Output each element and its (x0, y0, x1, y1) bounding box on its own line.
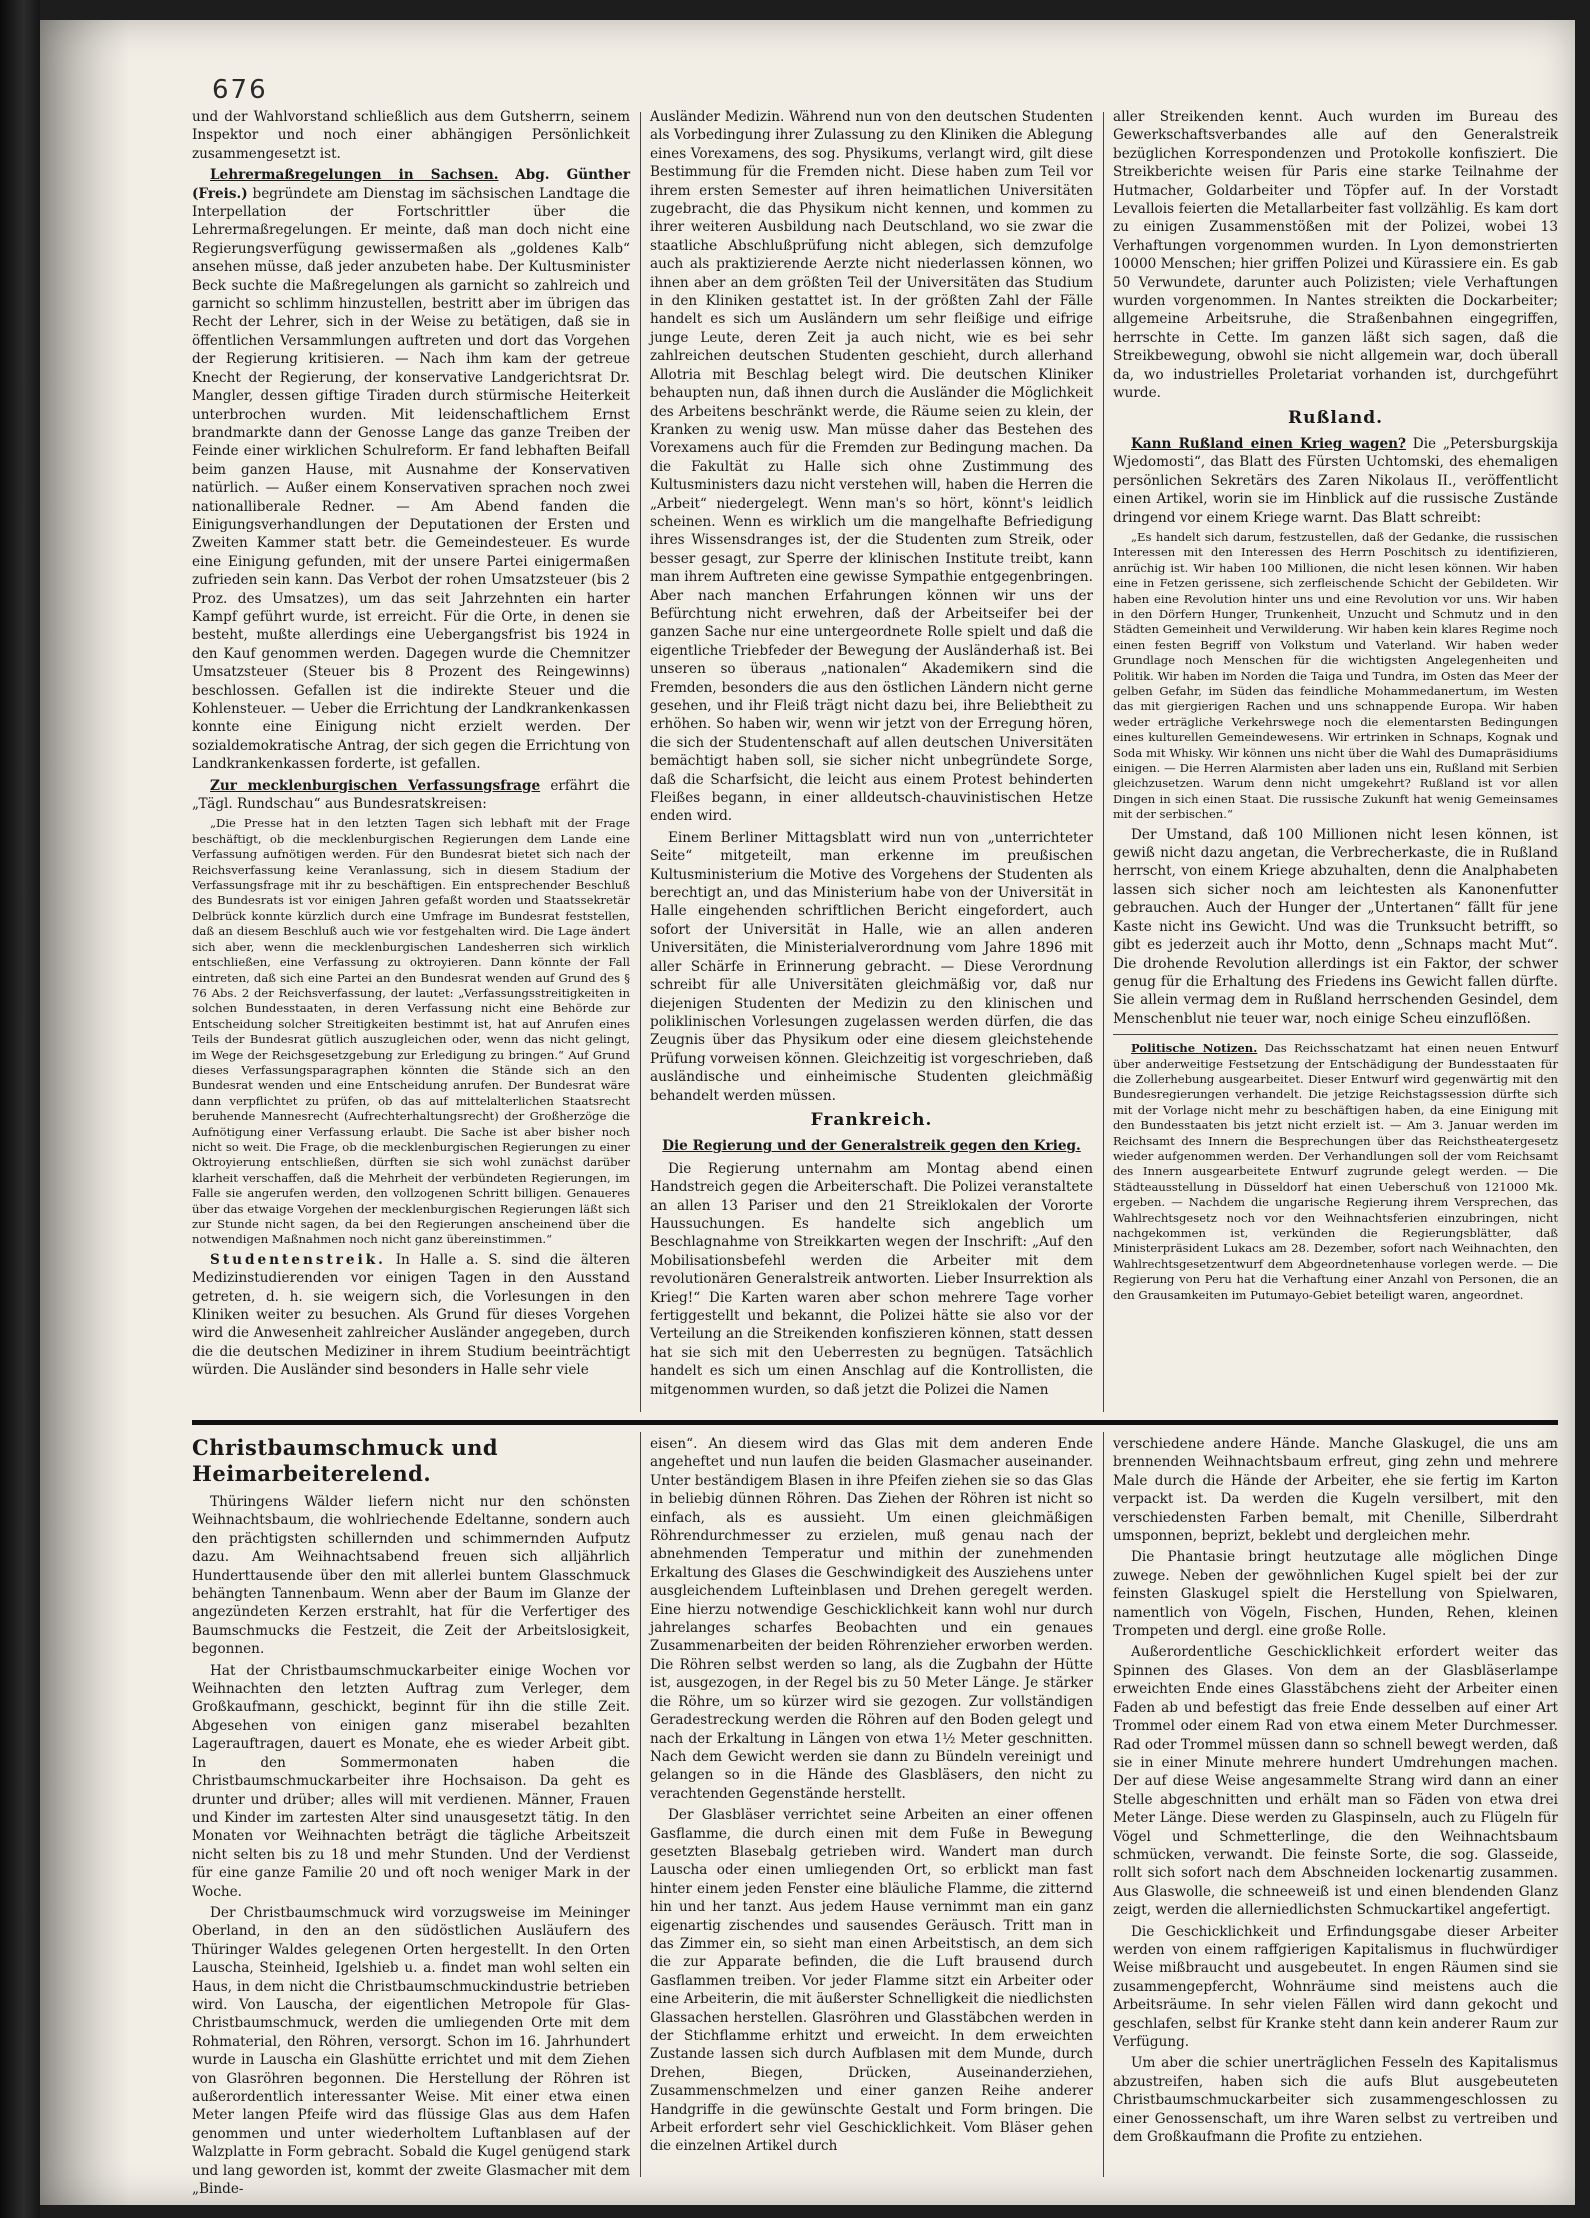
book-binding (0, 0, 40, 2218)
col1-paragraph-2 (192, 166, 630, 773)
newspaper-page (40, 20, 1575, 2205)
feature-column-1 (192, 1435, 630, 2198)
feature-title: Christbaumschmuck und Heimarbeiterelend. (192, 1435, 499, 1486)
column-1 (192, 108, 630, 1413)
col3-heading-notizen: Politische Notizen. (1131, 1041, 1258, 1056)
column-2 (650, 108, 1093, 1413)
feature-divider (192, 1420, 1558, 1425)
col3-paragraph-2 (1113, 435, 1558, 527)
col3-paragraph-2-text: Die „Petersburgskija Wjedomosti“, das Blatt des Fürsten Uchtomski, des ehemaligen persönlichen Sekretärs des Zaren Nikolaus II., veröffentlicht einen Artikel, worin sie im Hinblick auf die russische Zustände dringend vor einem Kriege warnt. Das Blatt schreibt: (1113, 435, 1558, 526)
col1-paragraph-3 (192, 777, 630, 814)
feature-column-2 (650, 1435, 1093, 2180)
col1-quote: „Die Presse hat in den letzten Tagen sich lebhaft mit der Frage beschäftigt, ob die mecklenburgischen Regierungen dem Lande eine Verfassung aufnötigen werden. Für den Bundesrat bietet sich nach der Reichsverfassung keine Veranlassung, sich in diesem Stadium der Verfassungsfrage mit ihr zu beschäftigen. Ein entsprechender Beschluß des Bundesrats ist vor einigen Jahren gefaßt worden und Staatssekretär Delbrück konnte kürzlich durch eine Umfrage im Bundesrat feststellen, daß an diesem Beschluß auch wie vor festgehalten wird. Die Lage ändert sich aber, wenn die mecklenburgischen Landesherren sich wirklich entschließen, eine Verfassung zu oktroyieren. Dann könnte der Fall eintreten, daß sich eine Partei an den Bundesrat wenden auf Grund des § 76 Abs. 2 der Reichsverfassung, der lautet: „Verfassungsstreitigkeiten in solchen Bundesstaaten, in deren Verfassung nicht eine Behörde zur Entscheidung solcher Streitigkeiten bestimmt ist, hat auf Anrufen eines Teils der Bundesrat gütlich auszugleichen oder, wenn das nicht gelingt, im Wege der Reichsgesetzgebung zur Erledigung zu bringen.“ Auf Grund dieses Verfassungsparagraphen könnten die Stände sich an den Bundesrat wenden und eine Entscheidung anrufen. Der Bundesrat wäre dann verpflichtet zu prüfen, ob das auf mittelalterlichen Staatsrecht beruhende Mannesrecht (Aufrechterhaltungsrecht) der Großherzöge die Aufnötigung einer Verfassung erlaubt. Die Sache ist aber bisher noch nicht so weit. Die Frage, ob die mecklenburgischen Regierungen zu einer Oktroyierung entschließen, dürften sie sich wohl zunächst darüber klarheit verschaffen, daß die Mehrheit der verbündeten Regierungen, im Falle sie angerufen werden, den vollzogenen Schritt billigen. Genaueres über das etwaige Vorgehen der mecklenburgischen Regierungen läßt sich zur Stunde nicht sagen, da bei den Regierungen anscheinend über die notwendigen Maßnahmen noch nicht ganz übereinstimmen.“ (192, 816, 630, 1247)
col3-paragraph-3: Der Umstand, daß 100 Millionen nicht lesen können, ist gewiß nicht dazu angetan, die Verbrecherkaste, die in Rußland herrscht, von einem Kriege abzuhalten, denn die Analphabeten lassen sich sicher noch am leichtesten als Kanonenfutter gebrauchen. Auch der Hunger der „Untertanen“ fällt für jene Kaste nicht ins Gewicht. Und was die Trunksucht betrifft, so gibt es jederzeit auch ihr Motto, denn „Schnaps macht Mut“. Die drohende Revolution allerdings ist ein Faktor, der schwer genug für die Erhaltung des Friedens ins Gewicht fallen dürfte. Sie allein vermag dem in Rußland herrschenden Gesindel, dem Menschenblut nie teuer war, noch einige Scheu einzuflößen. (1113, 826, 1558, 1027)
col2-paragraph-2: Einem Berliner Mittagsblatt wird nun von „unterrichteter Seite“ mitgeteilt, man erkenne im preußischen Kultusministerium die Motive des Vorgehens der Studenten als berechtigt an, und das Ministerium habe von der Universität in Halle eingehenden schriftlichen Bericht eingefordert, auch sofort der Universität in Halle, wie an allen anderen Universitäten, die Ministerialverordnung vom Jahre 1896 mit aller Schärfe in Erinnerung gebracht. — Diese Verordnung schreibt für alle Universitäten gleichmäßig vor, daß nur diejenigen Studenten der Medizin zu den klinischen und poliklinischen Vorlesungen zugelassen werden dürfen, die das Zeugnis über das Physikum oder eine diesem gleichstehende Prüfung vorweisen können. Gleichzeitig ist vorgeschrieben, daß ausländische und einheimische Studenten gleichmäßig behandelt werden müssen. (650, 829, 1093, 1104)
feature-col1-paragraph-2: Hat der Christbaumschmuckarbeiter einige Wochen vor Weihnachten den letzten Auftrag zum Verleger, dem Großkaufmann, geschickt, beginnt für ihn die stille Zeit. Abgesehen von einigen ganz miserabel bezahlten Lagerauftragen, dauert es Monate, ehe es wieder Arbeit gibt. In den Sommermonaten haben die Christbaumschmuckarbeiter ihre Hochsaison. Da geht es drunter und drüber; alles will mit verdienen. Männer, Frauen und Kinder im zartesten Alter sind unausgesetzt tätig. In den Monaten vor Weihnachten beträgt die tägliche Arbeitszeit nicht selten bis zu 18 und mehr Stunden. Und der Verdienst für eine ganze Familie 20 und oft noch weniger Mark in der Woche. (192, 1662, 630, 1900)
feature-col3-paragraph-2: Die Phantasie bringt heutzutage alle möglichen Dinge zuwege. Neben der gewöhnlichen Kugel spielt bei der zur feinsten Glaskugel spielt die Herstellung von Spielwaren, namentlich von Vögeln, Fischen, Hunden, Rehen, kleinen Trompeten und dergl. eine große Rolle. (1113, 1549, 1558, 1640)
column-rule-1 (640, 112, 641, 1412)
feature-col1-paragraph-1: Thüringens Wälder liefern nicht nur den schönsten Weihnachtsbaum, die wohlriechende Edeltanne, sondern auch den prächtigsten schillernden und schimmernden Aufputz dazu. Am Weihnachtsabend freuen sich alljährlich Hunderttausende über den mit allerlei buntem Glasschmuck behängten Tannenbaum. Wenn aber der Baum im Glanze der angezündeten Kerzen erstrahlt, hat für die Verfertiger des Baumschmucks die Festzeit, die Zeit der Arbeitslosigkeit, begonnen. (192, 1494, 630, 1658)
col1-paragraph-4-text: In Halle a. S. sind die älteren Medizinstudierenden vor einigen Tagen in den Ausstand getreten, d. h. sie weigern sich, die Vorlesungen in den Kliniken weiter zu besuchen. Als Grund für dieses Vorgehen wird die Anwesenheit zahlreicher Ausländer angegeben, durch die die deutschen Mediziner in ihrem Studium beeinträchtigt würden. Die Ausländer sind besonders in Halle sehr viele (192, 1251, 630, 1379)
col1-heading-lehrer: Lehrermaßregelungen in Sachsen. (210, 167, 499, 184)
feature-col3-paragraph-4: Die Geschicklichkeit und Erfindungsgabe dieser Arbeiter werden von einem raffgierigen Kapitalismus in fluchwürdiger Weise mißbraucht und ausgebeutet. In engen Räumen sind sie zusammengepfercht, Wohnräume sind meistens auch die Arbeitsräume. In sehr vielen Fällen wird dann gekocht und geschlafen, selbst für Kranke steht dann kein anderer Raum zur Verfügung. (1113, 1923, 1558, 2050)
section-heading-frankreich: Frankreich. (810, 1109, 933, 1130)
feature-rule-1 (640, 1432, 641, 2177)
col2-paragraph-1: Ausländer Medizin. Während nun von den deutschen Studenten als Vorbedingung ihrer Zulassung zu den Kliniken die Ablegung eines Vorexamens, des sog. Physikums, verlangt wird, gilt diese Bestimmung für die Fremden nicht. Diese haben zum Teil vor ihrem ersten Semester auf ihren heimatlichen Universitäten zugebracht, die das Physikum nicht kennen, und kommen zu ihrer weiteren Ausbildung nach Deutschland, wo sie zwar die staatliche Abschlußprüfung nicht ablegen, sich demzufolge auch als praktizierende Aerzte nicht niederlassen können, wo ihnen aber an dem größten Teil der Universitäten das Studium in den Kliniken gestattet ist. In der größten Zahl der Fälle handelt es sich um Ausländern um sehr fleißige und eifrige junge Leute, deren Zeit ja auch nicht, wie es bei sehr zahlreichen deutschen Studenten geschieht, durch allerhand Allotria mit Beschlag belegt wird. Die deutschen Kliniker behaupten nun, daß ihnen durch die Ausländer die Möglichkeit des Arbeitens beschränkt werde, die Räume seien zu klein, der Kranken zu wenig usw. Man müsse daher das Bestehen des Vorexamens auch für die Fremden zur Bedingung machen. Da die Fakultät zu Halle sich ohne Zustimmung des Kultusministers dazu nicht verstehen will, haben die Herren die „Arbeit“ niedergelegt. Wenn man's so hört, könnt's leidlich scheinen. Wenn es wirklich um die mangelhafte Befriedigung ihres Wissensdranges ist, der die Studenten zum Streik, oder besser gesagt, zur Sperre der klinischen Institute treibt, kann man ihrem Auftreten eine gewisse Sympathie entgegenbringen. Aber nach manchen Erfahrungen können wir uns der Befürchtung nicht erwehren, daß der Arbeitseifer bei der ganzen Sache nur eine untergeordnete Rolle spielt und daß die eigentliche Triebfeder der Bewegung der Ausländerhaß ist. Bei unseren so überaus „nationalen“ Akademikern sind die Fremden, besonders die aus den östlichen Ländern nicht gerne gesehen, und ihr Fleiß trägt nicht dazu bei, ihre Beliebtheit zu erhöhen. So haben wir, wenn wir jetzt von der Erregung hören, die sich der Studentenschaft auf allen deutschen Universitäten bemächtigt haben soll, sie sicher nicht unbegründete Sorge, daß die Scharfsicht, die leicht aus einem Protest behinderten Fleißes begann, in einer alldeutsch-chauvinistischen Hetze enden wird. (650, 109, 1093, 825)
col1-heading-studentenstreik: Studentenstreik. (210, 1251, 386, 1268)
page-number: 676 (212, 75, 268, 105)
feature-col2-paragraph-1: eisen“. An diesem wird das Glas mit dem anderen Ende angeheftet und nun laufen die beiden Glasmacher auseinander. Unter beständigem Blasen in ihre Pfeifen ziehen sie so das Glas in beliebig dünnen Röhren. Das Ziehen der Röhren ist nicht so einfach, als es aussieht. Um einen gleichmäßigen Röhrendurchmesser zu erzielen, muß genau nach der abnehmenden Temperatur und mithin der zunehmenden Erkaltung des Glases die Geschwindigkeit des Ausziehens unter ausgleichendem Lufteinblasen und Drehen geregelt werden. Eine hierzu notwendige Geschicklichkeit kann wohl nur durch jahrelanges scharfes Beobachten und ein genaues Zusammenarbeiten der beiden Röhrenzieher erworben werden. Die Röhren selbst werden so lang, als die Zugbahn der Hütte ist, ausgezogen, in der Regel bis zu 50 Meter Länge. Je stärker die Röhre, um so kürzer wird sie gezogen. Zur vollständigen Geradestreckung werden die Röhren auf den Boden gelegt und nach der Erkaltung in Längen von etwa 1½ Meter geschnitten. Nach dem Gewicht werden sie dann zu Bündeln vereinigt und gelangen so in die Hände des Glasbläsers, den nicht zu verachtenden Gegenstände herstellt. (650, 1436, 1093, 1802)
feature-col3-paragraph-1: verschiedene andere Hände. Manche Glaskugel, die uns am brennenden Weihnachtsbaum erfreut, ging zehn und mehrere Male durch die Hände der Arbeiter, ehe sie fertig im Karton verpackt ist. Da werden die Kugeln versilbert, mit den verschiedensten Farben bemalt, mit Chenille, Silberdraht umsponnen, beprizt, beklebt und dergleichen mehr. (1113, 1436, 1558, 1545)
feature-col2-paragraph-2: Der Glasbläser verrichtet seine Arbeiten an einer offenen Gasflamme, die durch einen mit dem Fuße in Bewegung gesetzten Blasebalg getrieben wird. Wandert man durch Lauscha oder einen umliegenden Ort, so erblickt man fast hinter einem jeden Fenster eine bläuliche Flamme, die zitternd hin und her tanzt. Aus jedem Hause vernimmt man ein ganz eigenartig zischendes und sausendes Geräusch. Tritt man in das Zimmer ein, so sieht man einen Arbeitstisch, an dem sich die zur Apparate befinden, die die Luft brausend durch Gasflammen treiben. Vor jeder Flamme sitzt ein Arbeiter oder eine Arbeiterin, die mit äußerster Schnelligkeit die niedlichsten Glassachen herstellen. Glasröhren und Glasstäbchen werden in der Stichflamme erhitzt und erweicht. In dem erweichten Zustande lassen sich durch Aufblasen mit dem Munde, durch Drehen, Biegen, Drücken, Auseinanderziehen, Zusammenschmelzen und einer ganzen Reihe anderer Handgriffe in die gewünschte Gestalt und Form bringen. Die Arbeit erfordert sehr viel Geschicklichkeit. Vom Bläser gehen die einzelnen Artikel durch (650, 1807, 1093, 2155)
col1-paragraph-4 (192, 1251, 630, 1380)
col1-paragraph-1: und der Wahlvorstand schließlich aus dem Gutsherrn, seinem Inspektor und noch einer abhängigen Persönlichkeit zusammengesetzt ist. (192, 109, 630, 162)
feature-col3-paragraph-5: Um aber die schier unerträglichen Fesseln des Kapitalismus abzustreifen, haben sich die aufs Blut ausgebeuteten Christbaumschmuckarbeiter sich zusammengeschlossen zu einer Genossenschaft, um ihre Waren selbst zu vertreiben und dem Großkaufmann die Profite zu entziehen. (1113, 2055, 1558, 2146)
page-fold-shadow (40, 20, 130, 2205)
col1-paragraph-2-text: begründete am Dienstag im sächsischen Landtage die Interpellation der Fortschrittler über die Lehrermaßregelungen. Er meinte, daß man doch nicht eine Regierungsverfügung gewissermaßen als „goldenes Kalb“ ansehen müsse, daß jeder anzubeten habe. Der Kultusminister Beck suchte die Maßregelungen als garnicht so zahlreich und garnicht so schlimm hinzustellen, bestritt aber im übrigen das Recht der Lehrer, sich in der Weise zu betätigen, daß sie in öffentlichen Versammlungen auftreten und dort das Vorgehen der Regierung kritisieren. — Nach ihm kam der getreue Knecht der Regierung, der konservative Landgerichtsrat Dr. Mangler, dessen giftige Tiraden durch stürmische Heiterkeit unterbrochen wurden. Mit leidenschaftlichem Ernst brandmarkte dann der Genosse Lange das ganze Treiben der Feinde einer wirklichen Schulreform. Er fand lebhaften Beifall beim ganzen Hause, mit Ausnahme der Konservativen natürlich. — Außer einem Konservativen sprachen noch zwei nationalliberale Redner. — Am Abend fanden die Einigungsverhandlungen der Deputationen der Ersten und Zweiten Kammer statt betr. die Gemeindesteuer. Es wurde eine Einigung gefunden, mit der unsere Partei einigermaßen zufrieden sein kann. Das Verbot der rohen Umsatzsteuer (bis 2 Proz. des Umsatzes), um das seit Jahrzehnten ein harter Kampf geführt wurde, ist erreicht. Für die Orte, in denen sie besteht, mußte allerdings eine Uebergangsfrist bis 1924 in den Kauf genommen werden. Dagegen wurde die Chemnitzer Umsatzsteuer (Steuer bis 8 Prozent des Reingewinns) beschlossen. Gefallen ist die indirekte Steuer und die Kohlensteuer. — Ueber die Errichtung der Landkrankenkassen konnte eine Einigung nicht erzielt werden. Der sozialdemokratische Antrag, der sich gegen die Errichtung von Landkrankenkassen forderte, ist gefallen. (192, 185, 630, 773)
col3-heading-krieg: Kann Rußland einen Krieg wagen? (1131, 435, 1407, 452)
col3-notes (1113, 1041, 1558, 1303)
col3-notes-text: Das Reichsschatzamt hat einen neuen Entwurf über anderweitige Festsetzung der Entschädigung der Bundesstaaten für die Zollerhebung ausgearbeitet. Dieser Entwurf wird gegenwärtig mit den Bundesregierungen verhandelt. Die jetzige Reichstagssession dürfte sich mit der Vorlage nicht mehr zu beschäftigen haben, da eine Einigung mit den Bundesstaaten bis jetzt nicht erzielt ist. — Am 3. Januar werden im Reichsamt des Innern die Besprechungen über das Reichstheatergesetz wieder aufgenommen werden. Der Verhandlungen soll der vom Reichsamt des Innern ausgearbeitete Entwurf zugrunde gelegt werden. — Die Städteausstellung in Düsseldorf hat einen Ueberschuß von 121000 Mk. ergeben. — Nachdem die ungarische Regierung ihrem Versprechen, das Wahlrechtsgesetz noch vor den Weihnachtsferien einzubringen, nicht nachgekommen ist, verkünden die Regierungsblätter, daß Ministerpräsident Lukacs am 28. Dezember, sofort nach Weihnachten, den Wahlrechtsgesetzentwurf dem Abgeordnetenhause vorlegen werde. — Die Regierung von Peru hat die Verhaftung einer Anzahl von Personen, die an den Grausamkeiten im Putumayo-Gebiet beteiligt waren, angeordnet. (1113, 1041, 1558, 1302)
feature-col3-paragraph-3: Außerordentliche Geschicklichkeit erfordert weiter das Spinnen des Glases. Von dem an der Glasbläserlampe erweichten Ende eines Glasstäbchens zieht der Arbeiter einen Faden ab und befestigt das freie Ende desselben auf einer Art Trommel oder einem Rad von etwa einem Meter Durchmesser. Rad oder Trommel müssen dann so schnell bewegt werden, daß sie in einer Minute mehrere hundert Umdrehungen machen. Der auf diese Weise angesammelte Strang wird dann an einer Stelle abgeschnitten und erhält man so Fäden von etwa drei Meter Länge. Diese werden zu Glaspinseln, auch zu Flügeln für Vögel und Schmetterlinge, die den Weihnachtsbaum schmücken, verwandt. Die feinste Sorte, die sog. Glasseide, rollt sich sofort nach dem Abschneiden lockenartig zusammen. Aus Glaswolle, die schneeweiß ist und einen blendenden Glanz zeigt, werden die allerniedlichsten Schmuckartikel angefertigt. (1113, 1644, 1558, 1919)
col1-speaker: Abg. Günther (Freis.) (192, 167, 630, 202)
col1-heading-mecklenburg: Zur mecklenburgischen Verfassungsfrage (210, 777, 541, 794)
column-3 (1113, 108, 1558, 1413)
subheading-generalstreik: Die Regierung und der Generalstreik gegen den Krieg. (662, 1138, 1081, 1155)
feature-col1-paragraph-3: Der Christbaumschmuck wird vorzugsweise im Meininger Oberland, in den an den südöstlichen Ausläufern des Thüringer Waldes gelegenen Orten hergestellt. In den Orten Lauscha, Steinheid, Igelshieb u. a. findet man wohl selten ein Haus, in dem nicht die Christbaumschmuckindustrie betrieben wird. Von Lauscha, der eigentlichen Metropole für Glas-Christbaumschmuck, werden die umliegenden Orte mit dem Rohmaterial, den Röhren, versorgt. Schon im 16. Jahrhundert wurde in Lauscha ein Glashütte errichtet und mit dem Ziehen von Glasröhren begonnen. Die Herstellung der Röhren ist außerordentlich interessanter Weise. Mit einer etwa einen Meter langen Pfeife wird das flüssige Glas aus dem Hafen genommen und unter wiederholtem Luftanblasen auf der Walzplatte in Form gebracht. Sobald die Kugel genügend stark und lang geworden ist, kommt der zweite Glasmacher mit dem „Binde- (192, 1904, 630, 2198)
col2-paragraph-3: Die Regierung unternahm am Montag abend einen Handstreich gegen die Arbeiterschaft. Die Polizei veranstaltete an allen 13 Pariser und den 21 Streiklokalen der Vororte Haussuchungen. Es handelte sich angeblich um Beschlagnahme von Streikkarten wegen der Inschrift: „Auf den Mobilisationsbefehl werden die Arbeiter mit dem revolutionären Generalstreik antworten. Lieber Insurrektion als Krieg!“ Die Karten waren aber schon mehrere Tage vorher fertiggestellt und bekannt, die Polizei hätte sie also vor der Verteilung an die Streikenden konfiszieren können, statt dessen hat sie sich mit den Ueberresten zu begnügen. Tatsächlich handelt es sich um einen Anschlag auf die Kontrollisten, die mitgenommen wurden, so daß jetzt die Polizei die Namen (650, 1160, 1093, 1398)
column-rule-2 (1103, 112, 1104, 1412)
col3-quote: „Es handelt sich darum, festzustellen, daß der Gedanke, die russischen Interessen mit den Interessen des Herrn Poschitsch zu identifizieren, anrüchig ist. Wir haben 100 Millionen, die nicht lesen können. Wir haben eine in Fetzen gerissene, sich zerfleischende Schicht der Gebildeten. Wir haben eine Revolution hinter uns und eine Revolution vor uns. Wir haben in den Dörfern Hunger, Trunkenheit, Unzucht und Schmutz und in den Städten Gemeinheit und Verwilderung. Wir haben kein klares Regime noch einen festen Begriff von Volkstum und Vaterland. Wir haben weder Grundlage noch Menschen für die wichtigsten Angelegenheiten und Politik. Wir haben im Norden die Taiga und Tundra, im Osten das Meer der gelben Gefahr, im Süden das feindliche Mohammedanertum, im Westen das mit giergierigen Rachen und uns schnappende Europa. Wir haben weder erträgliche Verkehrswege noch die elementarsten Bedingungen eines kulturellen Gemeindewesens. Wir ertrinken in Schnaps, Kognak und Soda mit Whisky. Wir können uns nicht über die Wahl des Dumapräsidiums einigen. — Die Herren Alarmisten aber laden uns ein, Rußland mit Serbien gleichzusetzen. Warum denn nicht umgekehrt? Rußland ist vor allen Dingen in sich einen Staat. Die russische Zukunft hat wenig Gemeinsames mit der serbischen.“ (1113, 529, 1558, 822)
feature-column-3 (1113, 1435, 1558, 2180)
col3-paragraph-1: aller Streikenden kennt. Auch wurden im Bureau des Gewerkschaftsverbandes alle auf den Generalstreik bezüglichen Korrespondenzen und Protokolle konfisziert. Die Streikberichte weisen für Paris eine starke Teilnahme der Hutmacher, Goldarbeiter und Töpfer auf. In der Vorstadt Levallois feierten die Metallarbeiter fast vollzählig. Es kam dort zu einigen Zusammenstößen mit der Polizei, wobei 13 Verhaftungen vorgenommen wurden. In Lyon demonstrierten 10000 Menschen; hier griffen Polizei und Kürassiere ein. Es gab 50 Verwundete, darunter auch Polizisten; viele Verhaftungen wurden vorgenommen. In Nantes streikten die Dockarbeiter; allgemeine Arbeitsruhe, die Straßenbahnen eingegriffen, herrschte in Cette. Im ganzen läßt sich sagen, daß die Streikbewegung, obwohl sie nicht allgemein war, doch überall da, wo industrielles Proletariat vorhanden ist, durchgeführt wurde. (1113, 109, 1558, 402)
feature-rule-2 (1103, 1432, 1104, 2177)
section-heading-russland: Rußland. (1287, 407, 1384, 428)
col1-paragraph-3-text: erfährt die „Tägl. Rundschau“ aus Bundesratskreisen: (192, 777, 631, 813)
notes-divider (1113, 1034, 1558, 1035)
